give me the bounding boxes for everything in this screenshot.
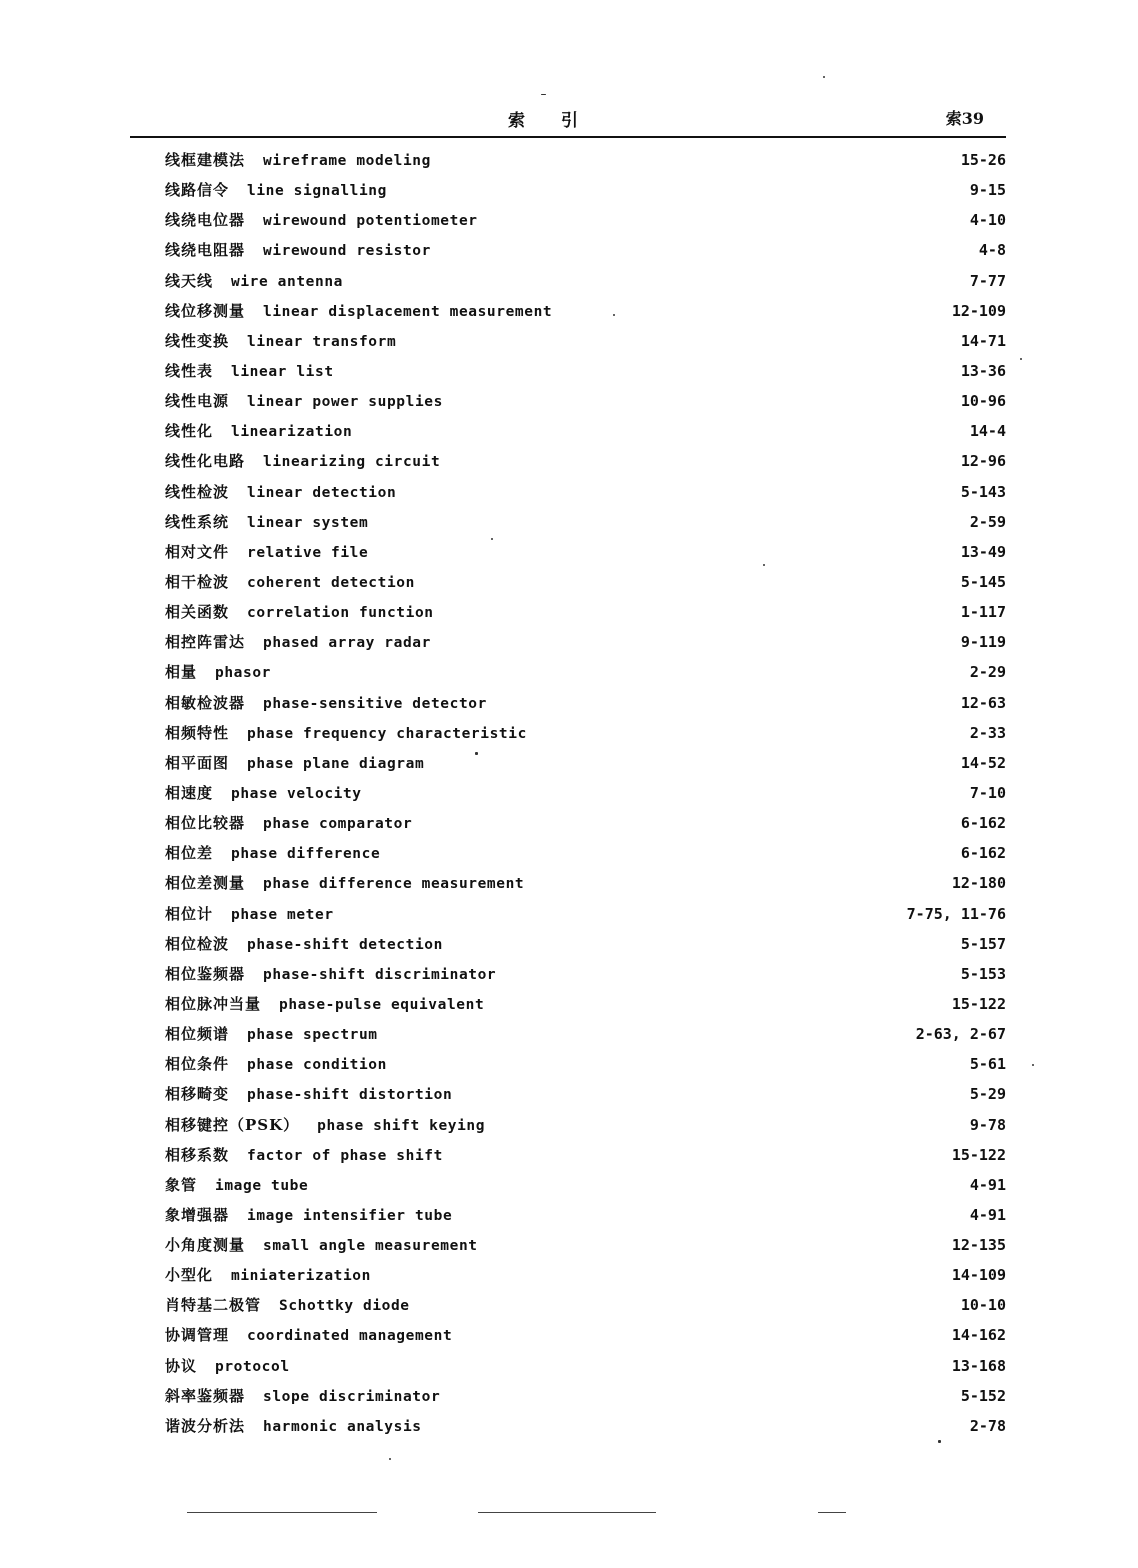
entry-page-ref: 9-78 bbox=[969, 1115, 1006, 1134]
entry-page-ref: 12-135 bbox=[951, 1236, 1006, 1255]
entry-page-ref: 7-10 bbox=[969, 783, 1006, 802]
index-entry bbox=[165, 657, 1008, 687]
entry-term-chinese: 相位鉴频器 bbox=[165, 964, 246, 983]
scan-speck bbox=[475, 752, 478, 755]
index-entry bbox=[165, 477, 1008, 507]
index-entry bbox=[165, 1230, 1008, 1260]
entry-term-chinese: 线性电源 bbox=[165, 392, 230, 411]
index-entry bbox=[165, 356, 1008, 386]
entry-term-english: coordinated management bbox=[247, 1328, 453, 1345]
entry-term-chinese: 线天线 bbox=[165, 271, 214, 290]
entry-page-ref: 5-157 bbox=[960, 934, 1006, 953]
entry-page-ref: 9-119 bbox=[960, 633, 1006, 652]
index-entry bbox=[165, 899, 1008, 929]
entry-term-english: linearizing circuit bbox=[263, 454, 441, 471]
entry-page-ref: 2-59 bbox=[969, 512, 1006, 531]
page-number: 索39 bbox=[945, 109, 984, 128]
entry-page-ref: 13-168 bbox=[951, 1356, 1006, 1375]
entry-page-ref: 5-153 bbox=[960, 964, 1006, 983]
index-entry bbox=[165, 567, 1008, 597]
index-entry bbox=[165, 1260, 1008, 1290]
entry-term-english: linear list bbox=[231, 363, 334, 380]
entry-page-ref: 15-122 bbox=[951, 994, 1006, 1013]
index-entry bbox=[165, 266, 1008, 296]
scan-line bbox=[818, 1512, 846, 1513]
entry-term-chinese: 线性表 bbox=[165, 361, 214, 380]
entry-term-english: phase meter bbox=[231, 906, 334, 923]
entry-page-ref: 13-49 bbox=[960, 542, 1006, 561]
entry-term-english: linear transform bbox=[247, 333, 397, 350]
entry-page-ref: 15-26 bbox=[960, 151, 1006, 169]
scan-speck bbox=[938, 1440, 941, 1443]
entry-term-chinese: 相位比较器 bbox=[165, 814, 246, 833]
entry-page-ref: 4-10 bbox=[969, 211, 1006, 230]
index-entry bbox=[165, 1110, 1008, 1140]
index-entry bbox=[165, 1320, 1008, 1350]
index-entry bbox=[165, 1079, 1008, 1109]
entry-term-chinese: 线性检波 bbox=[165, 482, 230, 501]
entry-term-chinese: 相位计 bbox=[165, 904, 214, 923]
entry-term-chinese: 线性变换 bbox=[165, 331, 230, 350]
entry-term-chinese: 线性化 bbox=[165, 422, 214, 441]
entry-page-ref: 12-109 bbox=[951, 301, 1006, 320]
entry-term-chinese: 相频特性 bbox=[165, 723, 230, 742]
entry-term-chinese: 相对文件 bbox=[165, 542, 230, 561]
index-entry-list bbox=[165, 145, 1008, 1441]
entry-page-ref: 5-145 bbox=[960, 572, 1006, 591]
entry-term-english: Schottky diode bbox=[279, 1298, 410, 1315]
entry-page-ref: 14-109 bbox=[951, 1266, 1006, 1285]
entry-term-chinese: 相位频谱 bbox=[165, 1025, 230, 1044]
entry-page-ref: 13-36 bbox=[960, 361, 1006, 380]
header-title-left: 索 bbox=[508, 111, 527, 131]
entry-term-english: image intensifier tube bbox=[247, 1207, 453, 1224]
entry-page-ref: 7-77 bbox=[969, 271, 1006, 290]
entry-term-chinese: 肖特基二极管 bbox=[165, 1296, 262, 1315]
entry-term-english: harmonic analysis bbox=[263, 1418, 422, 1435]
entry-term-english: phase-shift detection bbox=[247, 936, 443, 953]
index-entry bbox=[165, 1049, 1008, 1079]
entry-term-english: image tube bbox=[215, 1177, 309, 1194]
entry-term-english: wireframe modeling bbox=[263, 153, 431, 169]
scan-speck bbox=[1020, 358, 1022, 360]
entry-term-english: phase shift keying bbox=[317, 1117, 486, 1134]
index-entry bbox=[165, 386, 1008, 416]
entry-page-ref: 5-29 bbox=[969, 1085, 1006, 1104]
entry-term-chinese: 相量 bbox=[165, 663, 198, 682]
entry-page-ref: 10-10 bbox=[960, 1296, 1006, 1315]
index-entry bbox=[165, 446, 1008, 476]
index-entry bbox=[165, 778, 1008, 808]
index-entry bbox=[165, 627, 1008, 657]
entry-page-ref: 2-33 bbox=[969, 723, 1006, 742]
index-entry bbox=[165, 959, 1008, 989]
entry-page-ref: 5-61 bbox=[969, 1055, 1006, 1074]
entry-page-ref: 4-91 bbox=[969, 1205, 1006, 1224]
index-entry bbox=[165, 688, 1008, 718]
index-entry bbox=[165, 1019, 1008, 1049]
entry-term-chinese: 相移畸变 bbox=[165, 1085, 230, 1104]
scan-speck bbox=[1032, 1064, 1034, 1066]
entry-term-chinese: 相关函数 bbox=[165, 603, 230, 622]
index-entry bbox=[165, 326, 1008, 356]
entry-term-english: line signalling bbox=[247, 183, 387, 200]
entry-term-chinese: 线绕电位器 bbox=[165, 211, 246, 230]
index-entry bbox=[165, 868, 1008, 898]
entry-term-chinese: 相平面图 bbox=[165, 753, 230, 772]
entry-page-ref: 4-8 bbox=[978, 241, 1006, 260]
entry-page-ref: 12-180 bbox=[951, 874, 1006, 893]
scan-speck bbox=[823, 76, 825, 78]
index-entry bbox=[165, 808, 1008, 838]
entry-page-ref: 2-78 bbox=[969, 1416, 1006, 1435]
entry-page-ref: 1-117 bbox=[960, 603, 1006, 622]
entry-term-english: phase-sensitive detector bbox=[263, 695, 487, 712]
entry-page-ref: 9-15 bbox=[969, 181, 1006, 200]
entry-term-english: phase velocity bbox=[231, 785, 362, 802]
entry-term-english: phase difference measurement bbox=[263, 876, 525, 893]
index-entry bbox=[165, 929, 1008, 959]
entry-term-english: linear power supplies bbox=[247, 394, 443, 411]
entry-term-english: wirewound potentiometer bbox=[263, 213, 478, 230]
entry-page-ref: 14-4 bbox=[969, 422, 1006, 441]
scan-speck bbox=[389, 1458, 391, 1460]
scan-line bbox=[478, 1512, 656, 1513]
entry-page-ref: 6-162 bbox=[960, 844, 1006, 863]
entry-term-chinese: 线性系统 bbox=[165, 512, 230, 531]
index-entry bbox=[165, 748, 1008, 778]
entry-term-english: phased array radar bbox=[263, 635, 431, 652]
entry-term-english: wire antenna bbox=[231, 273, 343, 290]
entry-term-chinese: 协议 bbox=[165, 1356, 198, 1375]
entry-term-english: small angle measurement bbox=[263, 1238, 478, 1255]
page-header bbox=[130, 106, 1006, 134]
entry-term-english: miniaterization bbox=[231, 1268, 371, 1285]
entry-page-ref: 12-63 bbox=[960, 693, 1006, 712]
index-entry bbox=[165, 537, 1008, 567]
entry-page-ref: 14-71 bbox=[960, 331, 1006, 350]
entry-term-english: relative file bbox=[247, 544, 369, 561]
entry-term-chinese: 斜率鉴频器 bbox=[165, 1386, 246, 1405]
entry-term-chinese: 线位移测量 bbox=[165, 301, 246, 320]
index-entry bbox=[165, 205, 1008, 235]
scan-speck bbox=[491, 538, 493, 540]
entry-term-english: phasor bbox=[215, 665, 271, 682]
index-entry bbox=[165, 235, 1008, 265]
entry-term-chinese: 小角度测量 bbox=[165, 1236, 246, 1255]
entry-term-chinese: 相移键控（PSK） bbox=[165, 1115, 300, 1134]
entry-term-chinese: 相干检波 bbox=[165, 572, 230, 591]
entry-page-ref: 5-143 bbox=[960, 482, 1006, 501]
entry-term-chinese: 相位检波 bbox=[165, 934, 230, 953]
entry-term-english: phase comparator bbox=[263, 816, 413, 833]
entry-term-english: phase-shift discriminator bbox=[263, 966, 497, 983]
entry-term-english: phase condition bbox=[247, 1057, 387, 1074]
entry-term-english: phase-shift distortion bbox=[247, 1087, 453, 1104]
entry-page-ref: 12-96 bbox=[960, 452, 1006, 471]
entry-term-chinese: 线路信令 bbox=[165, 181, 230, 200]
entry-term-english: factor of phase shift bbox=[247, 1147, 443, 1164]
entry-term-english: phase plane diagram bbox=[247, 755, 425, 772]
entry-page-ref: 2-29 bbox=[969, 663, 1006, 682]
index-entry bbox=[165, 145, 1008, 175]
index-entry bbox=[165, 175, 1008, 205]
entry-term-chinese: 相位条件 bbox=[165, 1055, 230, 1074]
entry-term-chinese: 小型化 bbox=[165, 1266, 214, 1285]
entry-term-chinese: 相位差测量 bbox=[165, 874, 246, 893]
entry-term-chinese: 相控阵雷达 bbox=[165, 633, 246, 652]
index-entry bbox=[165, 416, 1008, 446]
entry-page-ref: 6-162 bbox=[960, 814, 1006, 833]
index-entry bbox=[165, 1381, 1008, 1411]
entry-term-english: protocol bbox=[215, 1358, 290, 1375]
entry-term-english: correlation function bbox=[247, 605, 434, 622]
entry-page-ref: 7-75, 11-76 bbox=[906, 904, 1006, 923]
index-entry bbox=[165, 1411, 1008, 1441]
entry-term-chinese: 线性化电路 bbox=[165, 452, 246, 471]
index-entry bbox=[165, 1170, 1008, 1200]
entry-term-chinese: 象管 bbox=[165, 1175, 198, 1194]
entry-term-chinese: 线绕电阻器 bbox=[165, 241, 246, 260]
scan-speck bbox=[541, 94, 546, 95]
entry-term-english: phase spectrum bbox=[247, 1027, 378, 1044]
index-entry bbox=[165, 838, 1008, 868]
entry-term-chinese: 相移系数 bbox=[165, 1145, 230, 1164]
index-entry bbox=[165, 597, 1008, 627]
entry-term-english: coherent detection bbox=[247, 574, 415, 591]
header-title bbox=[508, 106, 580, 131]
entry-term-chinese: 相位脉冲当量 bbox=[165, 994, 262, 1013]
index-entry bbox=[165, 989, 1008, 1019]
entry-term-chinese: 相速度 bbox=[165, 783, 214, 802]
scan-speck bbox=[763, 564, 765, 566]
scan-line bbox=[187, 1512, 377, 1513]
entry-term-english: phase frequency characteristic bbox=[247, 725, 527, 742]
entry-term-english: wirewound resistor bbox=[263, 243, 431, 260]
index-entry bbox=[165, 507, 1008, 537]
entry-page-ref: 14-162 bbox=[951, 1326, 1006, 1345]
entry-page-ref: 5-152 bbox=[960, 1386, 1006, 1405]
entry-term-chinese: 相敏检波器 bbox=[165, 693, 246, 712]
index-entry bbox=[165, 1200, 1008, 1230]
entry-page-ref: 15-122 bbox=[951, 1145, 1006, 1164]
header-rule bbox=[130, 136, 1006, 138]
entry-term-chinese: 象增强器 bbox=[165, 1205, 230, 1224]
entry-page-ref: 14-52 bbox=[960, 753, 1006, 772]
entry-page-ref: 10-96 bbox=[960, 392, 1006, 411]
entry-term-english: linearization bbox=[231, 424, 353, 441]
entry-term-english: slope discriminator bbox=[263, 1388, 441, 1405]
index-entry bbox=[165, 296, 1008, 326]
scan-speck bbox=[613, 314, 615, 316]
entry-term-english: phase-pulse equivalent bbox=[279, 996, 485, 1013]
entry-term-chinese: 相位差 bbox=[165, 844, 214, 863]
entry-term-english: linear system bbox=[247, 514, 369, 531]
entry-term-chinese: 协调管理 bbox=[165, 1326, 230, 1345]
header-title-right: 引 bbox=[561, 111, 580, 131]
entry-term-english: linear detection bbox=[247, 484, 397, 501]
index-entry bbox=[165, 718, 1008, 748]
index-entry bbox=[165, 1140, 1008, 1170]
entry-term-english: linear displacement measurement bbox=[263, 303, 553, 320]
entry-term-english: phase difference bbox=[231, 846, 381, 863]
index-entry bbox=[165, 1351, 1008, 1381]
index-entry bbox=[165, 1290, 1008, 1320]
entry-term-chinese: 线框建模法 bbox=[165, 151, 246, 169]
entry-page-ref: 2-63, 2-67 bbox=[915, 1025, 1006, 1044]
entry-page-ref: 4-91 bbox=[969, 1175, 1006, 1194]
entry-term-chinese: 谐波分析法 bbox=[165, 1416, 246, 1435]
